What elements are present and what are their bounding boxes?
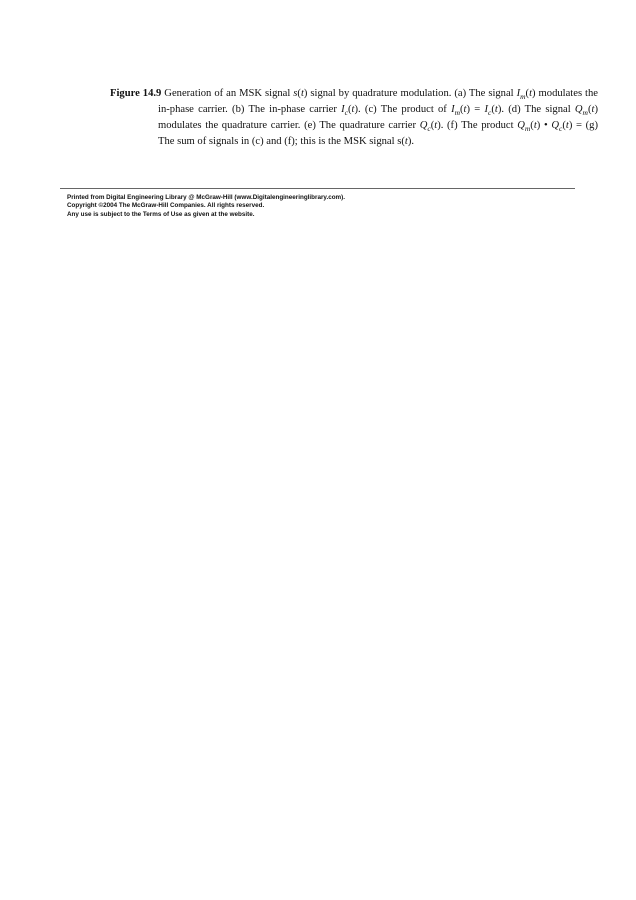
paren: ( — [525, 88, 530, 99]
paren: ( — [430, 120, 435, 131]
var-t: t — [591, 104, 595, 115]
paren: ( — [530, 120, 534, 131]
caption-text: modulates the in-phase carrier. (b) The in-phase carrier — [158, 88, 598, 115]
var-Q: Q — [419, 120, 428, 131]
paren: ) — [594, 104, 598, 115]
paren: ) — [568, 120, 573, 131]
var-Q: Q — [517, 120, 525, 131]
var-Q: Q — [574, 104, 583, 115]
bullet-operator: • — [540, 120, 552, 131]
var-t: t — [529, 88, 533, 99]
var-I: I — [484, 104, 489, 115]
var-t: t — [565, 120, 569, 131]
sub-c: c — [344, 108, 349, 118]
footer-divider — [60, 188, 575, 189]
period: . — [411, 136, 415, 147]
sub-c: c — [427, 124, 431, 134]
caption-text: modulates the quadrature carrier. (e) The quadrature carrier — [158, 120, 420, 131]
caption-text: = (g) The sum of signals in (c) and (f); this is the MSK signal — [158, 120, 599, 147]
footer-line-printed: Printed from Digital Engineering Library @ McGraw-Hill (www.Digitalengineeringlibrary.com). — [67, 194, 345, 201]
var-t: t — [434, 120, 438, 131]
var-t: t — [300, 88, 304, 99]
var-t: t — [533, 120, 537, 131]
footer-line-terms: Any use is subject to the Terms of Use as given at the website. — [67, 210, 255, 218]
footer — [67, 194, 345, 219]
paren: ( — [491, 104, 495, 115]
paren: ( — [401, 136, 405, 147]
sub-c: c — [488, 108, 492, 118]
paren: ) — [536, 120, 541, 131]
paren: ) — [497, 104, 502, 115]
caption-text: signal by quadrature modulation. (a) The signal — [307, 88, 517, 99]
paren: ) — [532, 88, 536, 99]
paren: ( — [562, 120, 566, 131]
paren: ) — [354, 104, 359, 115]
figure-label: Figure 14.9 — [110, 88, 162, 99]
var-s: s — [397, 136, 402, 147]
sub-m: m — [582, 108, 588, 118]
var-s: s — [293, 88, 298, 99]
var-t: t — [351, 104, 355, 115]
equals: = — [470, 104, 485, 115]
caption-text: . (f) The product — [440, 120, 518, 131]
paren: ( — [348, 104, 352, 115]
caption-text: . (d) The signal — [501, 104, 575, 115]
paren: ) — [407, 136, 412, 147]
paren: ) — [303, 88, 308, 99]
sub-m: m — [524, 124, 531, 134]
footer-line-copyright: Copyright ©2004 The McGraw-Hill Companies. All rights reserved. — [67, 202, 265, 210]
var-Q: Q — [551, 120, 559, 131]
sub-c: c — [559, 124, 563, 134]
caption-text: Generation of an MSK signal — [161, 88, 294, 99]
caption-text: . (c) The product of — [358, 104, 452, 115]
sub-m: m — [454, 108, 461, 118]
paren: ( — [587, 104, 592, 115]
var-I: I — [341, 104, 345, 115]
sub-m: m — [520, 92, 526, 102]
paren: ( — [297, 88, 301, 99]
paren: ) — [437, 120, 441, 131]
var-t: t — [463, 104, 467, 115]
var-I: I — [516, 88, 521, 99]
paren: ) — [466, 104, 471, 115]
figure-caption — [110, 86, 598, 150]
var-t: t — [494, 104, 498, 115]
var-I: I — [451, 104, 455, 115]
paren: ( — [460, 104, 464, 115]
var-t: t — [404, 136, 408, 147]
